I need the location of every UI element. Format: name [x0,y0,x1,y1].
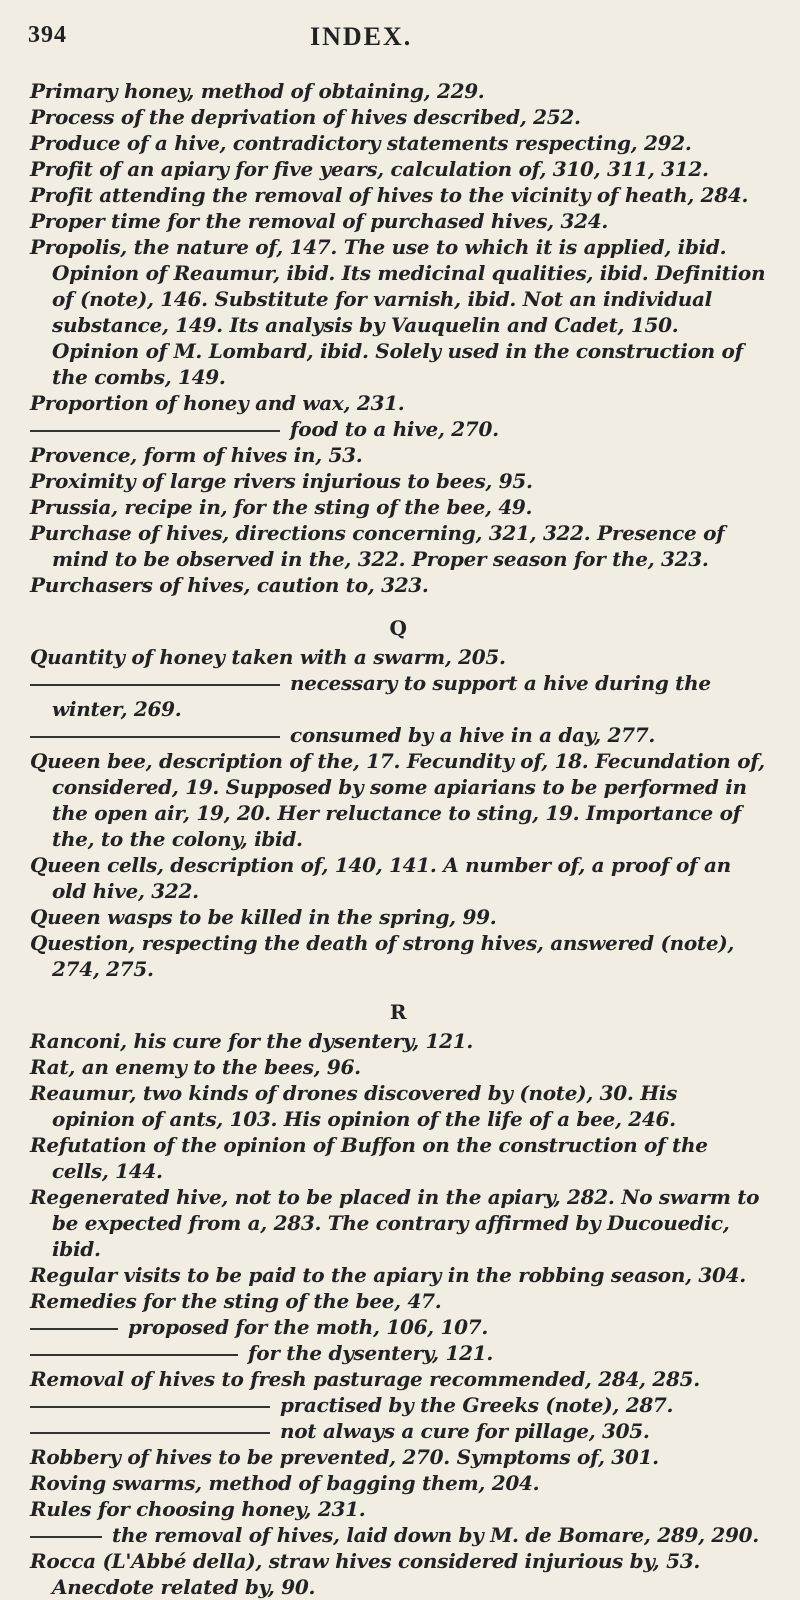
running-head: INDEX. [310,22,413,51]
index-entry: Prussia, recipe in, for the sting of the bee, 49. [30,495,533,519]
index-entry: Reaumur, two kinds of drones discovered by (note), 30. His opinion of ants, 103. His opinion of the life of a bee, 246. [30,1081,678,1131]
index-entry: Queen wasps to be killed in the spring, 99. [30,905,497,929]
index-subentry [30,1392,766,1418]
ditto-rule [30,1536,102,1538]
index-entry: Provence, form of hives in, 53. [30,443,363,467]
index-entry: Regular visits to be paid to the apiary in the robbing season, 304. [30,1263,746,1287]
index-entry: Question, respecting the death of strong hives, answered (note), 274, 275. [30,931,735,981]
subentry-text: consumed by a hive in a day, 277. [290,723,656,747]
index-subentry [30,1522,766,1548]
index-entry: Roving swarms, method of bagging them, 204. [30,1471,540,1495]
index-entry: Rat, an enemy to the bees, 96. [30,1055,361,1079]
index-entry: Process of the deprivation of hives described, 252. [30,105,581,129]
index-entry: Profit of an apiary for five years, calculation of, 310, 311, 312. [30,157,709,181]
index-entry: Refutation of the opinion of Buffon on the construction of the cells, 144. [30,1133,708,1183]
index-subentry [30,1418,766,1444]
subentry-text: food to a hive, 270. [290,417,499,441]
ditto-rule [30,736,280,738]
subentry-text: not always a cure for pillage, 305. [280,1419,650,1443]
index-subentry [30,722,766,748]
index-entry: Proportion of honey and wax, 231. [30,391,405,415]
index-entry: Rocca (L'Abbé della), straw hives considered injurious by, 53. Anecdote related by, 90. [30,1549,700,1599]
index-entry: Robbery of hives to be prevented, 270. Symptoms of, 301. [30,1445,659,1469]
section-letter-r: R [389,1000,407,1024]
index-entry: Propolis, the nature of, 147. The use to which it is applied, ibid. Opinion of Reaumur, ibid. Its medicinal qualities, ibid. Definition of (note), 146. Substitute for varnish, ibid. Not an individual substance, 149. Its analysis by Vauquelin and Cadet, 150. Opinion of M. Lombard, ibid. Solely used in the construction of the combs, 149. [30,235,766,389]
index-entry: Remedies for the sting of the bee, 47. [30,1289,442,1313]
subentry-text: necessary to support a hive during the winter, 269. [52,671,711,721]
ditto-rule [30,430,280,432]
index-subentry [30,1340,766,1366]
index-entry: Quantity of honey taken with a swarm, 205. [30,645,506,669]
index-entry: Queen bee, description of the, 17. Fecundity of, 18. Fecundation of, considered, 19. Supposed by some apiarians to be performed in the open air, 19, 20. Her reluctance to sting, 19. Importance of the, to the colony, ibid. [30,749,765,851]
subentry-text: the removal of hives, laid down by M. de Bomare, 289, 290. [112,1523,759,1547]
index-entry: Proximity of large rivers injurious to bees, 95. [30,469,533,493]
index-entry: Profit attending the removal of hives to the vicinity of heath, 284. [30,183,749,207]
index-entry: Primary honey, method of obtaining, 229. [30,79,485,103]
page-header [0,18,800,58]
subentry-text: proposed for the moth, 106, 107. [128,1315,489,1339]
ditto-rule [30,1432,270,1434]
page-number: 394 [28,22,67,48]
ditto-rule [30,1354,238,1356]
index-entry: Rules for choosing honey, 231. [30,1497,366,1521]
index-subentry [30,670,766,722]
index-content [30,78,766,1600]
section-letter-q: Q [389,616,407,640]
index-entry: Ranconi, his cure for the dysentery, 121. [30,1029,474,1053]
index-entry: Removal of hives to fresh pasturage recommended, 284, 285. [30,1367,700,1391]
index-entry: Produce of a hive, contradictory statements respecting, 292. [30,131,692,155]
index-entry: Queen cells, description of, 140, 141. A number of, a proof of an old hive, 322. [30,853,731,903]
index-subentry [30,1314,766,1340]
ditto-rule [30,1328,118,1330]
subentry-text: for the dysentery, 121. [248,1341,493,1365]
index-entry: Purchasers of hives, caution to, 323. [30,573,429,597]
ditto-rule [30,1406,270,1408]
ditto-rule [30,684,280,686]
index-entry: Regenerated hive, not to be placed in the apiary, 282. No swarm to be expected from a, 283. The contrary affirmed by Ducouedic, ibid. [30,1185,760,1261]
index-subentry [30,416,766,442]
index-entry: Purchase of hives, directions concerning, 321, 322. Presence of mind to be observed in the, 322. Proper season for the, 323. [30,521,725,571]
index-entry: Proper time for the removal of purchased hives, 324. [30,209,608,233]
subentry-text: practised by the Greeks (note), 287. [280,1393,674,1417]
